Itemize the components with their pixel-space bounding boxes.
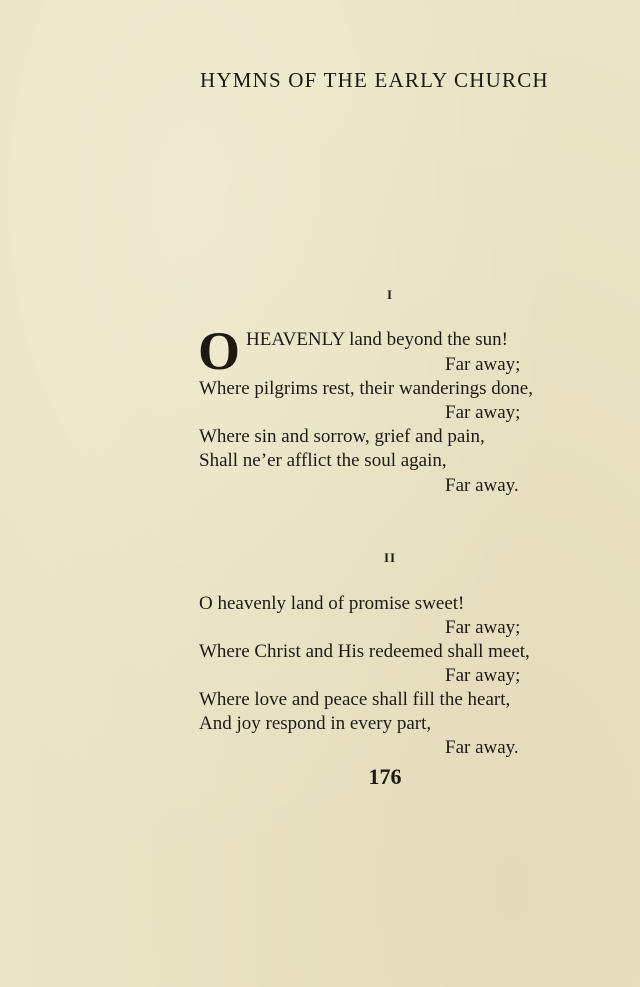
stanza-1-line: Shall ne’er afflict the soul again, (199, 450, 447, 471)
drop-cap: O (198, 321, 241, 381)
page-number: 176 (368, 764, 402, 789)
stanza-number-1: I (386, 287, 394, 302)
stanza-1-line: Where pilgrims rest, their wanderings done, (199, 378, 533, 399)
stanza-1-line: Where sin and sorrow, grief and pain, (199, 426, 485, 447)
stanza-2-refrain: Far away. (445, 737, 519, 758)
stanza-1-refrain: Far away. (445, 475, 519, 496)
stanza-number-2: II (383, 550, 397, 565)
stanza-1-refrain: Far away; (445, 354, 521, 375)
stanza-2-refrain: Far away; (445, 617, 521, 638)
running-head: HYMNS OF THE EARLY CHURCH (200, 68, 549, 92)
stanza-2-line: And joy respond in every part, (199, 713, 432, 734)
stanza-2-refrain: Far away; (445, 665, 521, 686)
stanza-1-refrain: Far away; (445, 402, 521, 423)
stanza-1-line-1: HEAVENLY land beyond the sun! (246, 329, 508, 350)
stanza-2-line: O heavenly land of promise sweet! (199, 593, 465, 614)
stanza-2-line: Where love and peace shall fill the heart, (199, 689, 511, 710)
stanza-2-line: Where Christ and His redeemed shall meet, (199, 641, 530, 662)
